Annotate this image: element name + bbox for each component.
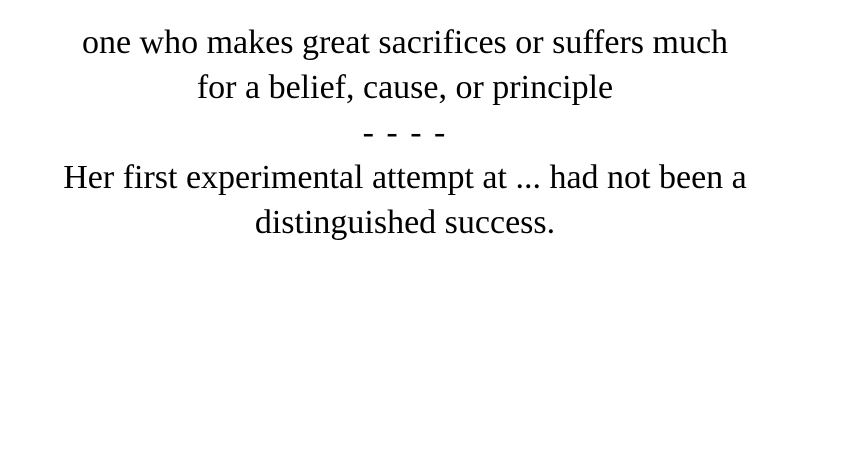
example-sentence: Her first experimental attempt at ... had not been a distinguished success. — [63, 159, 747, 241]
definition-text: one who makes great sacrifices or suffers much for a belief, cause, or principle — [81, 24, 729, 106]
separator: - - - - — [362, 114, 448, 151]
flashcard — [0, 20, 810, 245]
